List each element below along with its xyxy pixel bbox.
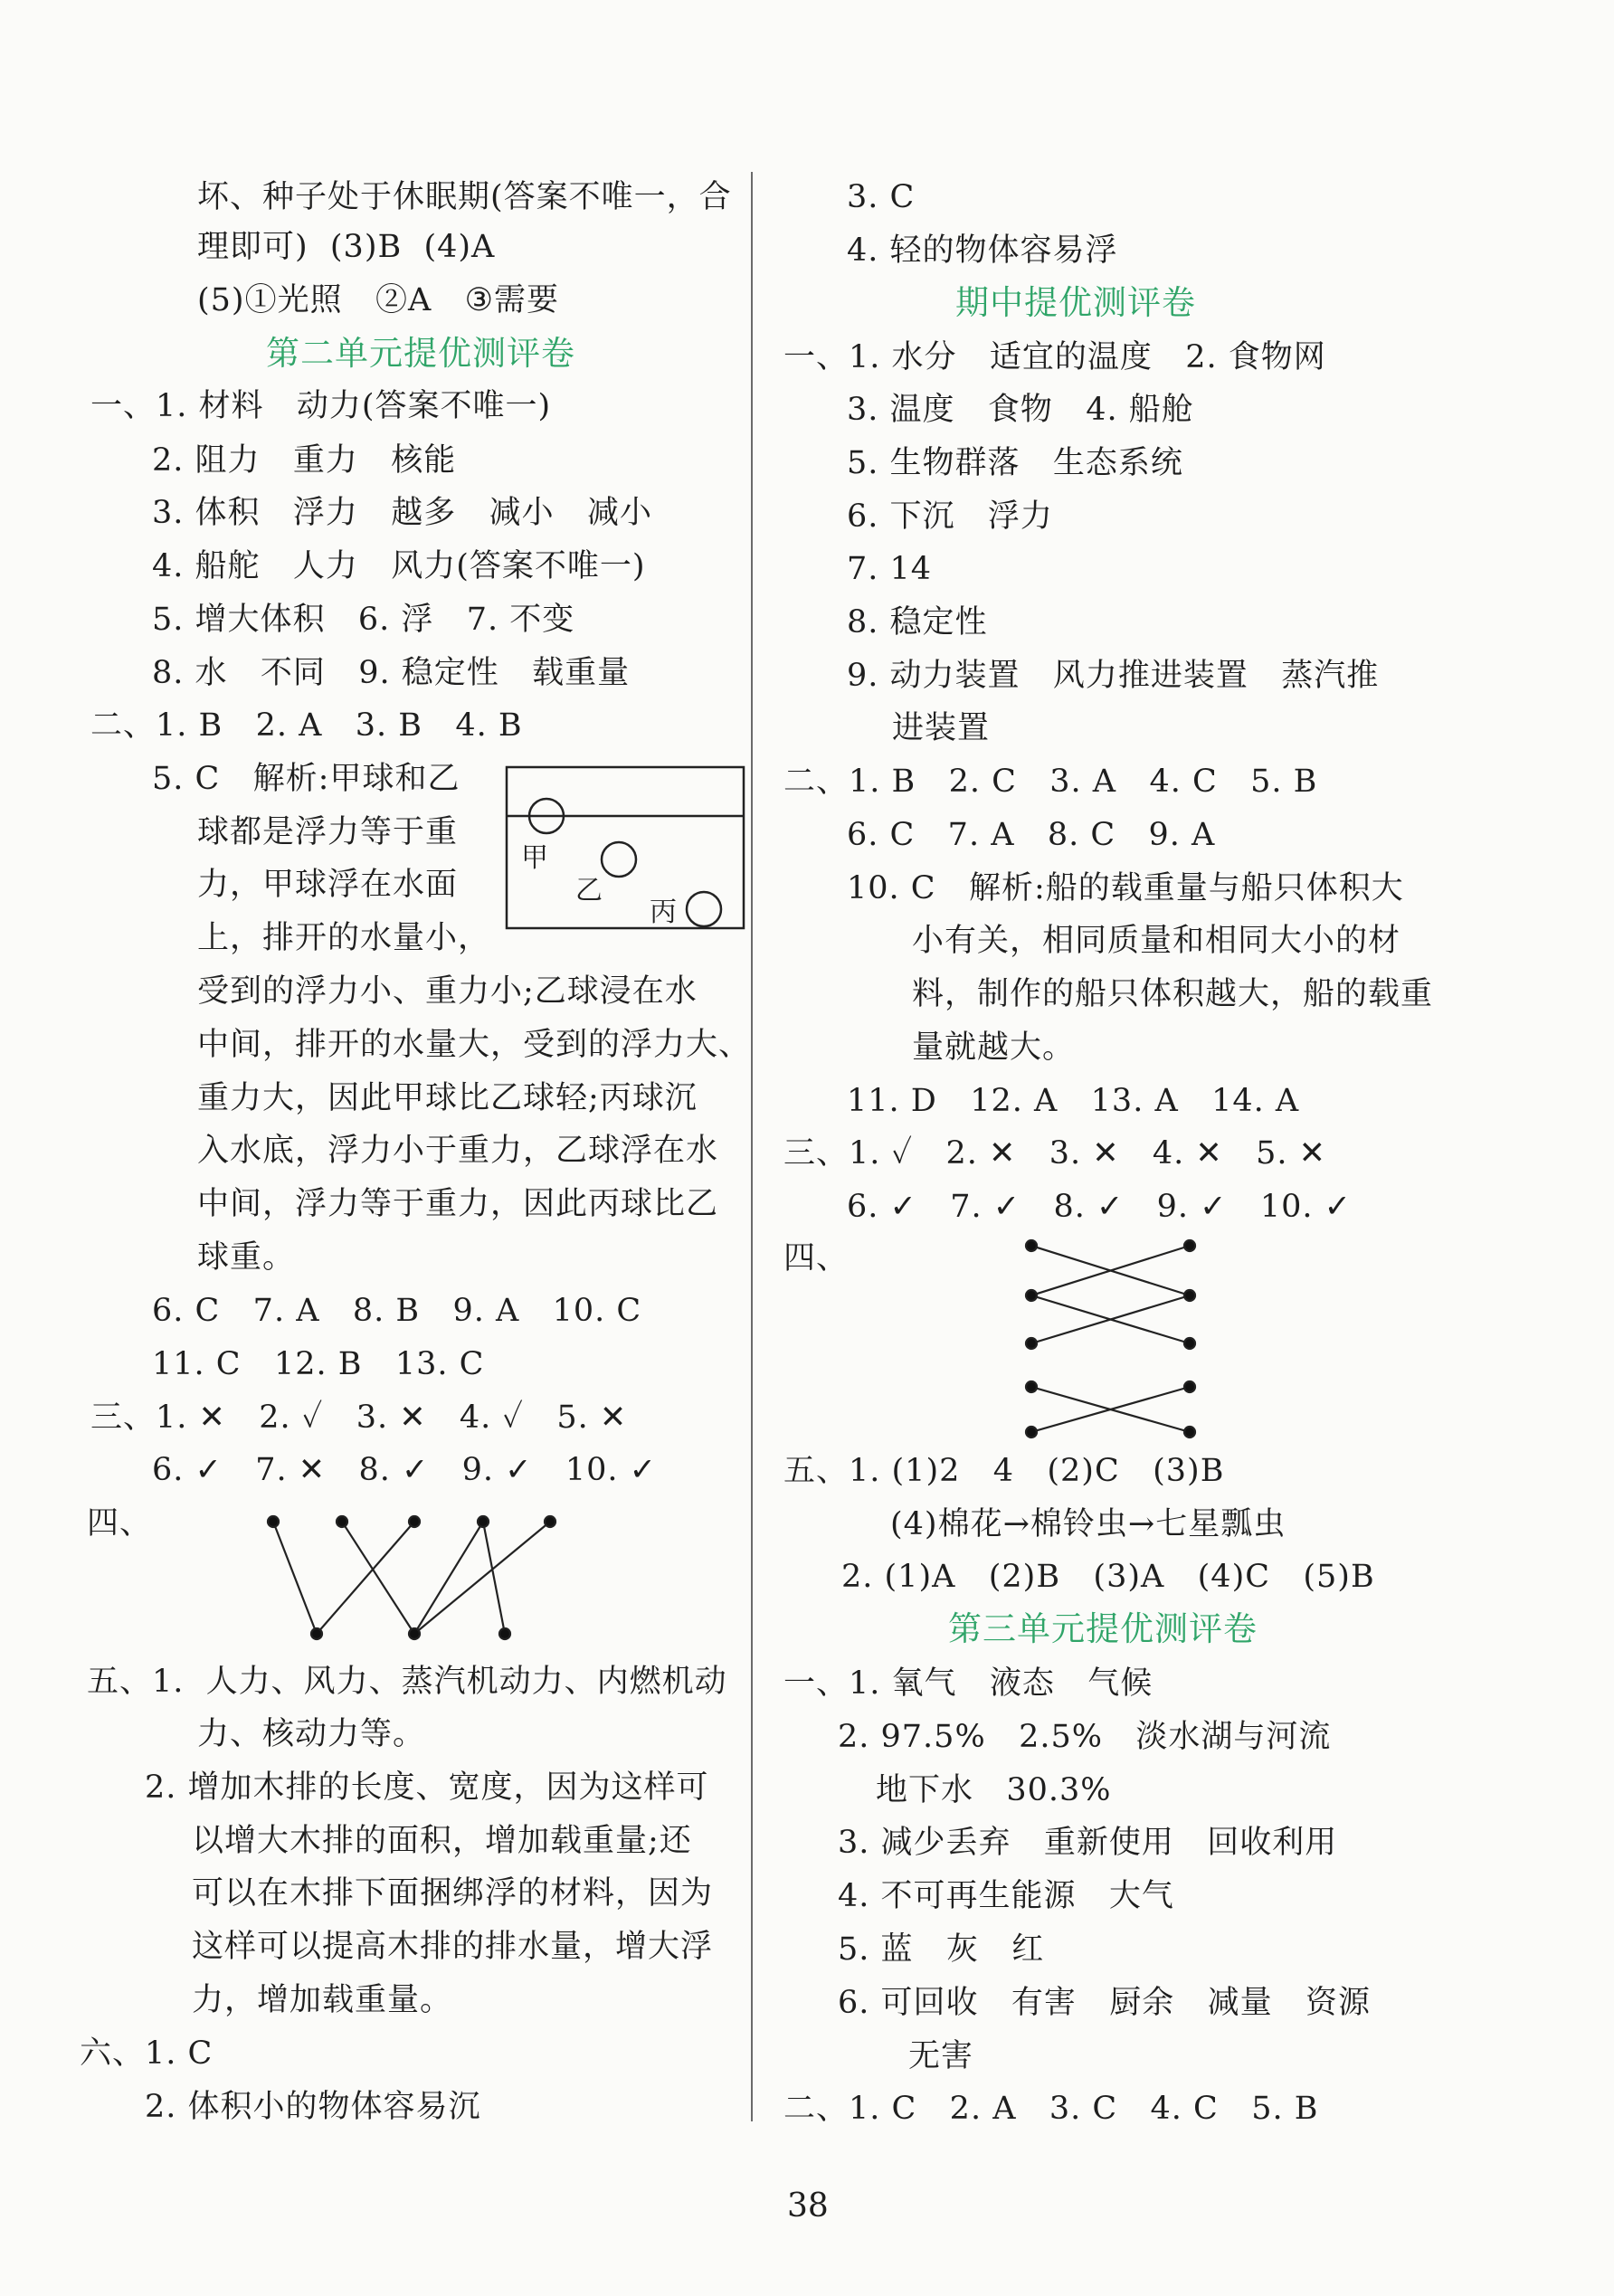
answer-line: 7. 14 <box>847 551 933 587</box>
answer-line: 重力大，因此甲球比乙球轻;丙球沉 <box>197 1080 698 1116</box>
matching-figure-left <box>262 1511 561 1646</box>
answer-line: 力，增加载重量。 <box>192 1982 453 2018</box>
left-column <box>0 0 778 2296</box>
answer-line: 3. 减少丢弃 重新使用 回收利用 <box>838 1825 1338 1861</box>
answer-line: 10. C 解析:船的载重量与船只体积大 <box>847 870 1404 906</box>
answer-line: 六、1. C <box>80 2035 214 2072</box>
answer-line: 8. 稳定性 <box>847 604 988 640</box>
right-column <box>778 0 1614 2296</box>
answer-line: 8. 水 不同 9. 稳定性 载重量 <box>152 655 631 691</box>
answer-line: 2. 阻力 重力 核能 <box>152 442 457 479</box>
answer-line: 小有关，相同质量和相同大小的材 <box>912 923 1401 959</box>
ball-yi <box>602 842 636 877</box>
answer-line: 三、1. ✓ 2. ✕ 3. ✕ 4. ✕ 5. ✕ <box>783 1135 1326 1172</box>
answer-line: 一、1. 氧气 液态 气候 <box>783 1665 1154 1702</box>
answer-line: 力、核动力等。 <box>197 1716 426 1752</box>
answer-line: 入水底，浮力小于重力，乙球浮在水 <box>197 1133 719 1169</box>
section-heading-midterm: 期中提优测评卷 <box>955 283 1196 322</box>
answer-line: 6. ✓ 7. ✓ 8. ✓ 9. ✓ 10. ✓ <box>847 1189 1352 1225</box>
answer-line: 量就越大。 <box>912 1029 1076 1066</box>
answer-line: 五、1. 人力、风力、蒸汽机动力、内燃机动 <box>87 1664 727 1700</box>
answer-line: 球都是浮力等于重 <box>197 814 459 850</box>
answer-line: 2. 体积小的物体容易沉 <box>145 2089 481 2125</box>
answer-line: 3. C <box>847 179 916 215</box>
answer-line: 6. 可回收 有害 厨余 减量 资源 <box>838 1985 1372 2021</box>
answer-line: 三、1. ✕ 2. ✓ 3. ✕ 4. ✓ 5. ✕ <box>90 1399 628 1436</box>
answer-line: 中间，排开的水量大，受到的浮力大、 <box>197 1027 752 1063</box>
answer-line: 9. 动力装置 风力推进装置 蒸汽推 <box>847 658 1380 694</box>
section-heading-unit3: 第三单元提优测评卷 <box>948 1609 1258 1648</box>
answer-line: 3. 体积 浮力 越多 减小 减小 <box>152 495 653 531</box>
answer-line: 4. 船舵 人力 风力(答案不唯一) <box>152 548 646 584</box>
answer-line: 一、1. 水分 适宜的温度 2. 食物网 <box>783 339 1326 375</box>
label-bing: 丙 <box>650 897 677 928</box>
answer-line: 一、1. 材料 动力(答案不唯一) <box>90 388 552 424</box>
answer-line: 6. C 7. A 8. C 9. A <box>847 817 1216 853</box>
answer-line: 2. 增加木排的长度、宽度，因为这样可 <box>145 1769 709 1806</box>
answer-line: 6. C 7. A 8. B 9. A 10. C <box>152 1293 642 1329</box>
answer-line: 2. 97.5% 2.5% 淡水湖与河流 <box>838 1719 1332 1755</box>
answer-line: 中间，浮力等于重力，因此丙球比乙 <box>197 1186 719 1222</box>
answer-line: 受到的浮力小、重力小;乙球浸在水 <box>197 973 698 1010</box>
answer-line: 4. 不可再生能源 大气 <box>838 1878 1174 1914</box>
answer-line: 四、 <box>87 1505 153 1542</box>
answer-line: (5)①光照 ②A ③需要 <box>197 282 559 318</box>
answer-line: 二、1. B 2. C 3. A 4. C 5. B <box>783 764 1318 800</box>
answer-line: 地下水 30.3% <box>876 1772 1112 1808</box>
column-divider <box>751 172 753 2121</box>
answer-line: 11. D 12. A 13. A 14. A <box>847 1083 1300 1119</box>
answer-line: 二、1. C 2. A 3. C 4. C 5. B <box>783 2091 1319 2127</box>
label-jia: 甲 <box>521 842 548 874</box>
answer-line: 5. 生物群落 生态系统 <box>847 445 1183 481</box>
answer-line: 球重。 <box>197 1239 296 1276</box>
answer-line: 坏、种子处于休眠期(答案不唯一，合 <box>197 179 732 215</box>
answer-line: 6. 下沉 浮力 <box>847 498 1053 535</box>
answer-line: 理即可) (3)B (4)A <box>197 229 496 265</box>
answer-line: 3. 温度 食物 4. 船舱 <box>847 392 1194 428</box>
answer-line: 力，甲球浮在水面 <box>197 867 459 903</box>
answer-line: 五、1. (1)2 4 (2)C (3)B <box>783 1453 1225 1489</box>
answer-line: 5. C 解析:甲球和乙 <box>152 761 460 797</box>
page-number: 38 <box>787 2187 829 2225</box>
answer-line: 以增大木排的面积，增加载重量;还 <box>192 1823 692 1859</box>
answer-line: 11. C 12. B 13. C <box>152 1346 485 1382</box>
answer-line: 这样可以提高木排的排水量，增大浮 <box>192 1929 714 1965</box>
answer-line: (4)棉花→棉铃虫→七星瓢虫 <box>890 1506 1286 1542</box>
answer-line: 2. (1)A (2)B (3)A (4)C (5)B <box>841 1559 1375 1595</box>
ball-bing <box>687 892 721 926</box>
matching-figure-right <box>1022 1235 1203 1443</box>
answer-line: 进装置 <box>892 710 991 746</box>
answer-line: 4. 轻的物体容易浮 <box>847 232 1118 269</box>
answer-line: 料，制作的船只体积越大，船的载重 <box>912 976 1434 1012</box>
buoyancy-figure <box>505 765 745 930</box>
label-yi: 乙 <box>575 875 603 906</box>
answer-line: 5. 增大体积 6. 浮 7. 不变 <box>152 602 575 638</box>
section-heading-unit2: 第二单元提优测评卷 <box>266 334 575 373</box>
answer-line: 可以在木排下面捆绑浮的材料，因为 <box>192 1875 714 1912</box>
answer-line: 四、 <box>783 1240 850 1276</box>
answer-line: 上，排开的水量小， <box>197 920 491 956</box>
answer-line: 无害 <box>908 2038 974 2074</box>
answer-line: 5. 蓝 灰 红 <box>838 1931 1045 1968</box>
answer-line: 二、1. B 2. A 3. B 4. B <box>90 707 523 744</box>
answer-line: 6. ✓ 7. ✕ 8. ✓ 9. ✓ 10. ✓ <box>152 1452 657 1488</box>
